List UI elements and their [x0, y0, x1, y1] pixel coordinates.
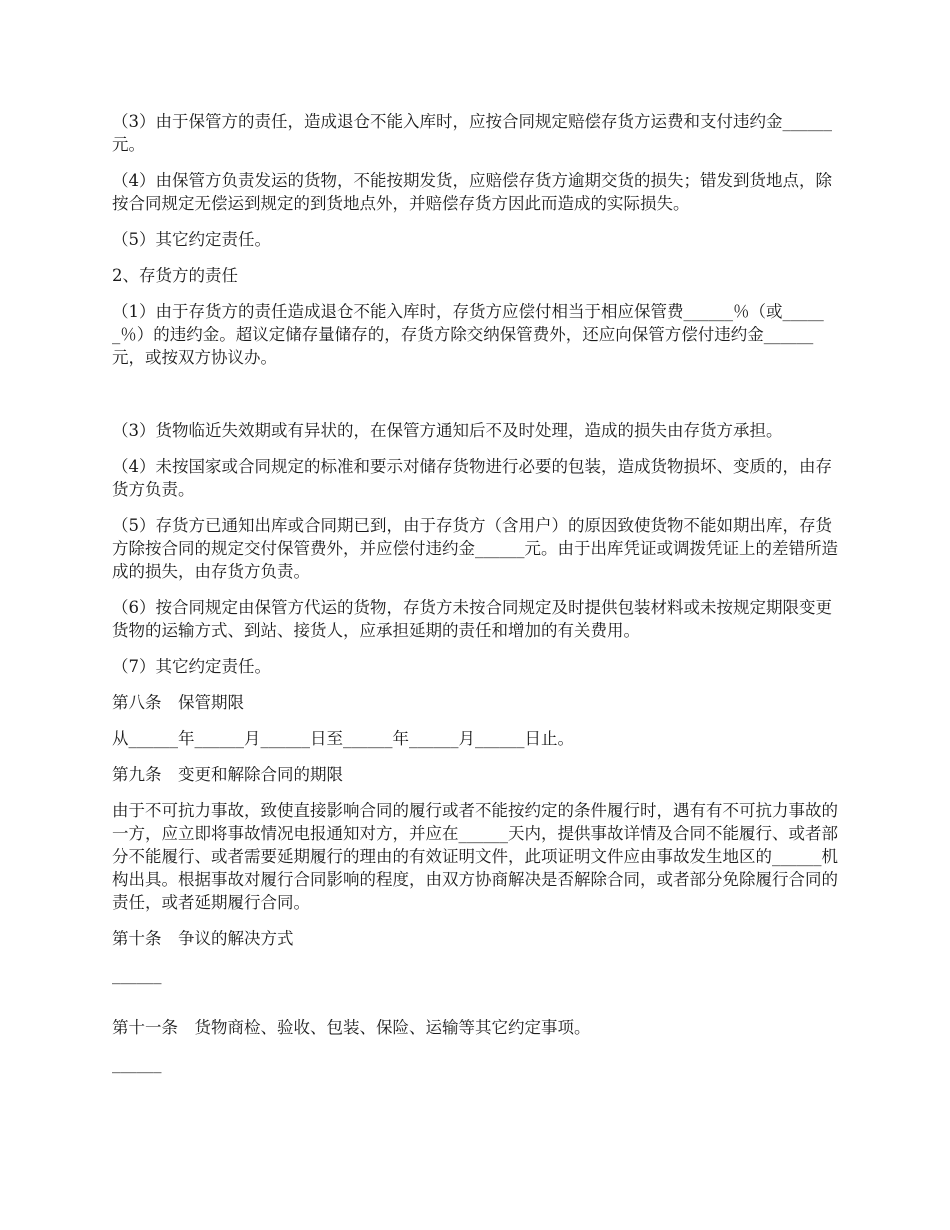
clause-paragraph: （3）由于保管方的责任，造成退仓不能入库时，应按合同规定赔偿存货方运费和支付违约金______元。 — [112, 112, 832, 154]
clause-paragraph: （6）按合同规定由保管方代运的货物，存货方未按合同规定及时提供包装材料或未按规定期限变更货物的运输方式、到站、接货人，应承担延期的责任和增加的有关费用。 — [112, 598, 832, 640]
clause-paragraph: （4）由保管方负责发运的货物，不能按期发货，应赔偿存货方逾期交货的损失；错发到货地点，除按合同规定无偿运到规定的到货地点外，并赔偿存货方因此而造成的实际损失。 — [112, 171, 832, 213]
clause-paragraph: 从______年______月______日至______年______月______日止。 — [112, 729, 574, 748]
blank-line: ______ — [112, 1054, 162, 1073]
section-heading: 2、存货方的责任 — [112, 266, 238, 285]
clause-paragraph: （5）存货方已通知出库或合同期已到，由于存货方（含用户）的原因致使货物不能如期出库，存货方除按合同的规定交付保管费外，并应偿付违约金______元。由于出库凭证或调拨凭证上的差错所造成的损失，由存货方负责。 — [112, 516, 838, 581]
article-heading: 第八条 保管期限 — [112, 693, 244, 712]
blank-line: ______ — [112, 965, 162, 984]
article-heading: 第九条 变更和解除合同的期限 — [112, 765, 343, 784]
paragraph-gap — [112, 382, 838, 419]
clause-paragraph: （7）其它约定责任。 — [112, 657, 271, 676]
clause-paragraph: （4）未按国家或合同规定的标准和要示对储存货物进行必要的包装，造成货物损坏、变质的，由存货方负责。 — [112, 457, 832, 499]
clause-paragraph: （3）货物临近失效期或有异状的，在保管方通知后不及时处理，造成的损失由存货方承担。 — [112, 421, 783, 440]
article-heading: 第十条 争议的解决方式 — [112, 929, 294, 948]
clause-paragraph: 由于不可抗力事故，致使直接影响合同的履行或者不能按约定的条件履行时，遇有有不可抗力事故的一方，应立即将事故情况电报通知对方，并应在______天内，提供事故详情及合同不能履行、或者部分不能履行、或者需要延期履行的理由的有效证明文件，此项证明文件应由事故发生地区的______机构出具。根据事故对履行合同影响的程度，由双方协商解决是否解除合同，或者部分免除履行合同的责任，或者延期履行合同。 — [112, 801, 838, 912]
article-heading: 第十一条 货物商检、验收、包装、保险、运输等其它约定事项。 — [112, 1018, 591, 1037]
clause-paragraph: （1）由于存货方的责任造成退仓不能入库时，存货方应偿付相当于相应保管费______％（或______％）的违约金。超议定储存量储存的，存货方除交纳保管费外，还应向保管方偿付违约金______元，或按双方协议办。 — [112, 302, 824, 367]
clause-paragraph: （5）其它约定责任。 — [112, 230, 271, 249]
